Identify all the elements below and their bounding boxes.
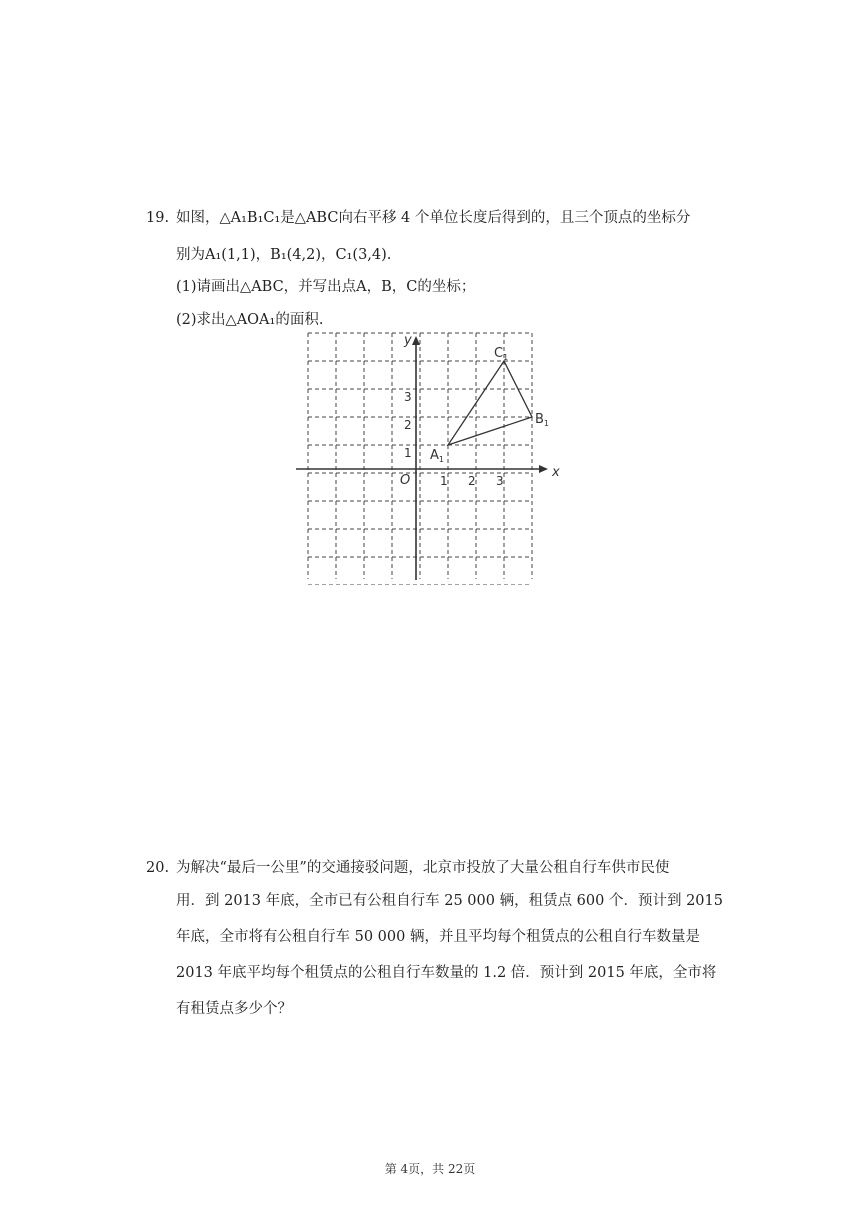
y-axis-arrow [412, 336, 420, 345]
question-20-line-2: 用．到 2013 年底，全市已有公租自行车 25 000 辆，租赁点 600 个．预计到 2015 [176, 893, 723, 909]
question-20-line-3: 年底，全市将有公租自行车 50 000 辆，并且平均每个租赁点的公租自行车数量是 [176, 929, 700, 945]
x-axis-label: x [552, 465, 560, 480]
x-axis-arrow [539, 465, 548, 473]
point-subscript: 1 [543, 419, 550, 428]
coordinate-grid-figure [296, 330, 566, 585]
point-subscript: 1 [438, 455, 444, 464]
tick-labels [404, 390, 504, 488]
question-20-line-5: 有租赁点多少个？ [176, 1001, 292, 1017]
y-tick-label: 2 [404, 418, 412, 432]
y-tick-label: 3 [404, 390, 412, 404]
page-footer: 第 4页，共 22页 [384, 1162, 476, 1176]
point-label-c1: $C_1$ [494, 346, 509, 362]
question-19-line-1: 如图，△A₁B₁C₁是△ABC向右平移 4 个单位长度后得到的，且三个顶点的坐标分 [176, 210, 691, 226]
grid-lines [308, 333, 532, 585]
x-tick-label: 3 [496, 474, 504, 488]
y-tick-label: 1 [404, 446, 412, 460]
question-19-part-1: (1)请画出△ABC，并写出点A，B，C的坐标； [176, 279, 476, 295]
question-20-line-4: 2013 年底平均每个租赁点的公租自行车数量的 1.2 倍．预计到 2015 年底，全市将 [176, 965, 717, 981]
y-axis-label: y [404, 333, 412, 348]
point-subscript: 1 [503, 353, 509, 362]
x-tick-label: 2 [468, 474, 476, 488]
point-label-b1: $B_1$ [535, 412, 550, 428]
question-19-line-2: 别为A₁(1,1)，B₁(4,2)，C₁(3,4). [176, 247, 392, 263]
point-label-a1: $A_1$ [430, 448, 444, 464]
triangle-outline [448, 361, 532, 445]
question-20-number: 20. [146, 860, 170, 876]
x-tick-label: 1 [440, 474, 448, 488]
question-19-part-2: (2)求出△AOA₁的面积. [176, 312, 324, 328]
question-20-line-1: 为解决“最后一公里”的交通接驳问题，北京市投放了大量公租自行车供市民使 [176, 860, 670, 876]
question-19-number: 19. [146, 210, 170, 226]
origin-label: O [400, 473, 411, 488]
